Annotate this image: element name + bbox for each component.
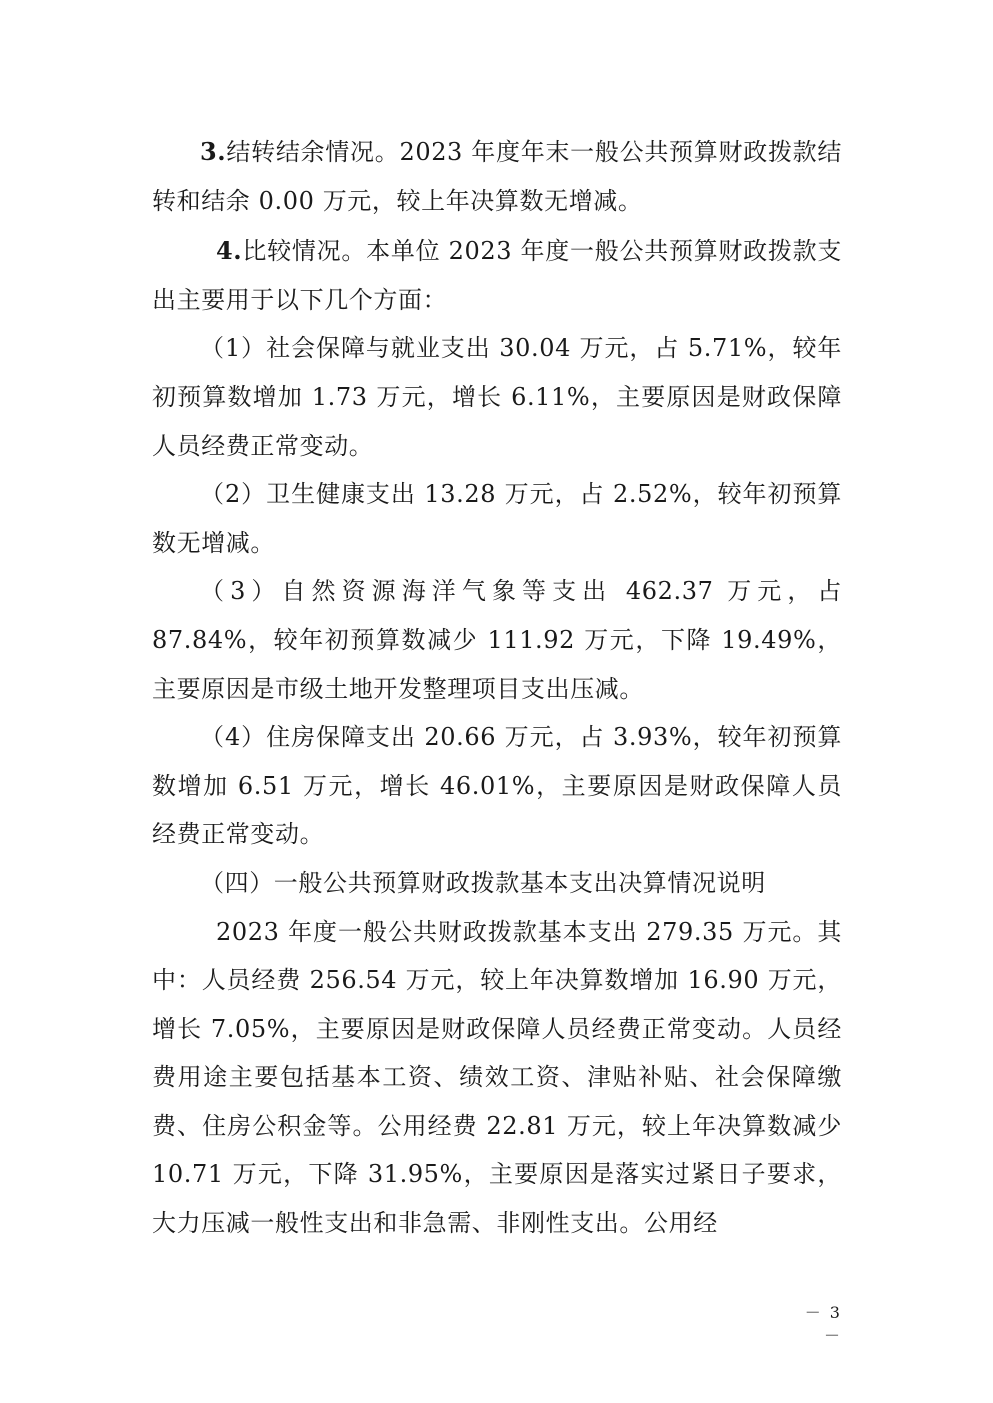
section-text-3: 结转结余情况。2023 年度年末一般公共预算财政拨款结转和结余 0.00 万元，较上年决算数无增减。 <box>152 138 842 215</box>
page-number: － 3 － <box>804 1303 842 1345</box>
section-number-4: 4. <box>216 236 243 266</box>
section-text-4: 比较情况。本单位 2023 年度一般公共预算财政拨款支出主要用于以下几个方面： <box>152 237 842 314</box>
list-item-social-security: （1）社会保障与就业支出 30.04 万元，占 5.71%，较年初预算数增加 1.73 万元，增长 6.11%，主要原因是财政保障人员经费正常变动。 <box>152 334 842 460</box>
paragraph-carryover <box>152 128 842 225</box>
list-item-housing: （4）住房保障支出 20.66 万元，占 3.93%，较年初预算数增加 6.51 万元，增长 46.01%，主要原因是财政保障人员经费正常变动。 <box>152 723 842 849</box>
list-item-health: （2）卫生健康支出 13.28 万元，占 2.52%，较年初预算数无增减。 <box>152 480 842 557</box>
list-item-natural-resources: （3）自然资源海洋气象等支出 462.37 万元，占 87.84%，较年初预算数减少 111.92 万元，下降 19.49%，主要原因是市级土地开发整理项目支出压减。 <box>152 577 842 703</box>
section-number-3: 3. <box>200 137 227 166</box>
document-body <box>152 128 842 1248</box>
paragraph-basic-expenditure: 2023 年度一般公共财政拨款基本支出 279.35 万元。其中：人员经费 256.54 万元，较上年决算数增加 16.90 万元，增长 7.05%，主要原因是财政保障人员经费正常变动。人员经费用途主要包括基本工资、绩效工资、津贴补贴、社会保障缴费、住房公积金等。公用经费 22.81 万元，较上年决算数减少 10.71 万元，下降 31.95%，主要原因是落实过紧日子要求，大力压减一般性支出和非急需、非刚性支出。公用经 <box>152 917 842 1238</box>
paragraph-comparison <box>152 227 842 324</box>
section-heading-basic-expenditure: （四）一般公共预算财政拨款基本支出决算情况说明 <box>200 868 766 897</box>
